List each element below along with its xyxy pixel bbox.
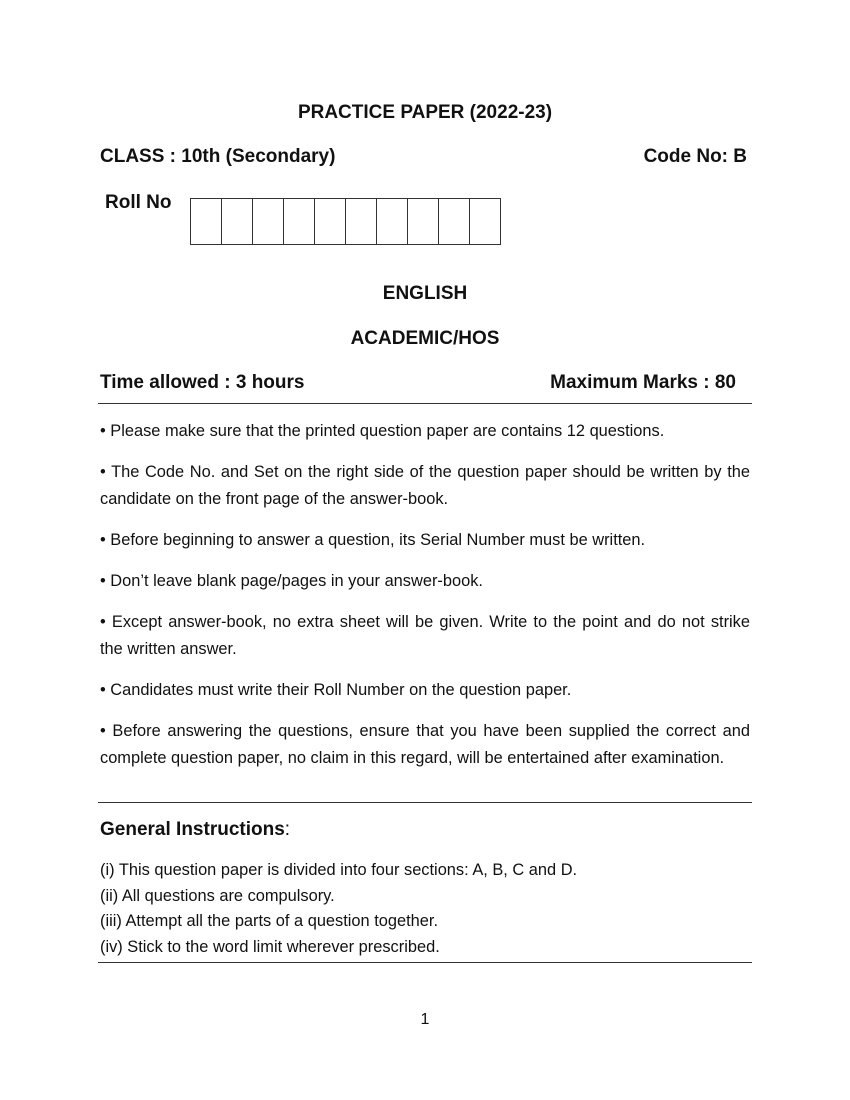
divider <box>98 802 752 803</box>
roll-box <box>407 198 439 245</box>
roll-box <box>283 198 315 245</box>
class-label: CLASS : 10th (Secondary) <box>100 146 336 167</box>
instruction-item: • The Code No. and Set on the right side of the question paper should be written by the candidate on the front page of the answer-book. <box>100 463 750 508</box>
roll-box <box>376 198 408 245</box>
heading-colon: : <box>284 819 291 840</box>
code-number: Code No: B <box>643 146 747 167</box>
general-instructions-heading-text: General Instructions <box>100 819 285 840</box>
roll-number-boxes <box>190 198 501 245</box>
roll-number-label: Roll No <box>105 192 172 213</box>
general-instruction-item: (iii) Attempt all the parts of a question together. <box>100 912 439 930</box>
instruction-item: • Before answering the questions, ensure that you have been supplied the correct and complete question paper, no claim in this regard, will be entertained after examination. <box>100 722 750 767</box>
general-instructions-heading <box>100 819 290 841</box>
instruction-item: • Please make sure that the printed question paper are contains 12 questions. <box>100 422 665 440</box>
general-instruction-item: (iv) Stick to the word limit wherever prescribed. <box>100 937 440 956</box>
instruction-item: • Before beginning to answer a question, its Serial Number must be written. <box>100 531 646 549</box>
instruction-item: • Don’t leave blank page/pages in your answer-book. <box>100 572 483 590</box>
roll-box <box>345 198 377 245</box>
time-allowed: Time allowed : 3 hours <box>100 372 305 393</box>
subject-title: ENGLISH <box>382 283 468 304</box>
general-instruction-item: (i) This question paper is divided into four sections: A, B, C and D. <box>100 861 578 879</box>
divider <box>98 962 752 963</box>
page-title: PRACTICE PAPER (2022-23) <box>297 102 553 123</box>
stream-title: ACADEMIC/HOS <box>350 328 500 349</box>
divider <box>98 403 752 404</box>
roll-box <box>438 198 470 245</box>
roll-box <box>221 198 253 245</box>
page-number: 1 <box>420 1011 430 1028</box>
general-instructions-list <box>100 858 750 960</box>
instruction-item: • Candidates must write their Roll Number on the question paper. <box>100 681 572 699</box>
instruction-item: • Except answer-book, no extra sheet will be given. Write to the point and do not strike the written answer. <box>100 613 750 658</box>
roll-box <box>252 198 284 245</box>
general-instruction-item: (ii) All questions are compulsory. <box>100 886 335 905</box>
roll-box <box>190 198 222 245</box>
maximum-marks: Maximum Marks : 80 <box>550 372 736 393</box>
roll-box <box>469 198 501 245</box>
instructions-list <box>100 418 750 786</box>
roll-box <box>314 198 346 245</box>
